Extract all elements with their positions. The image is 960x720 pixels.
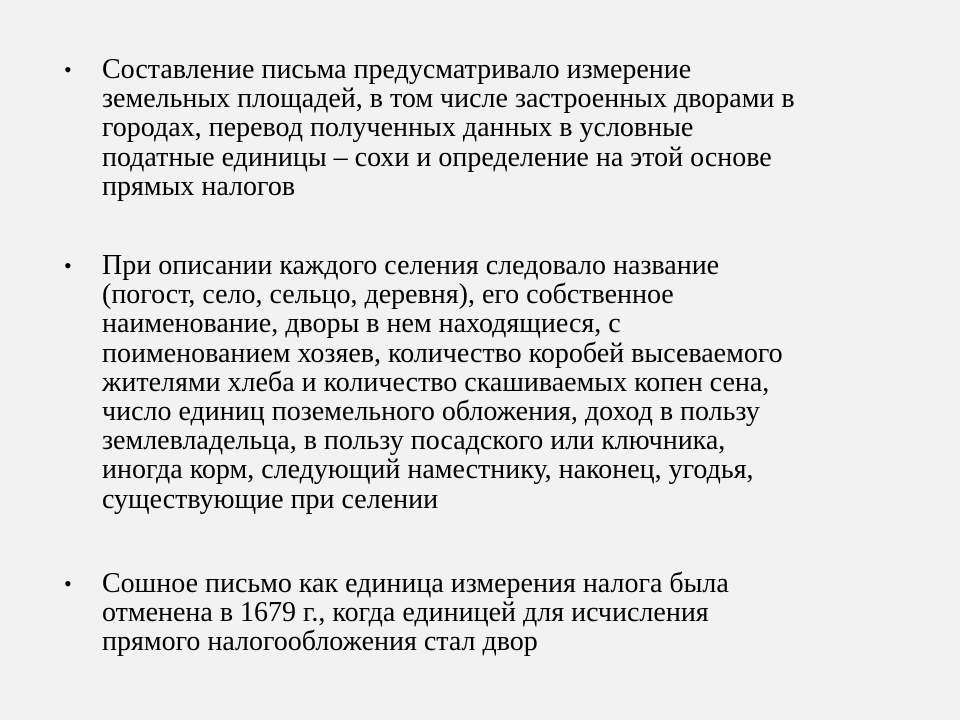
bullet-point-icon: • xyxy=(64,57,72,82)
bullet-point-icon: • xyxy=(64,571,72,596)
bullet-text-2: При описании каждого селения следовало название (погост, село, сельцо, деревня), его собственное наименование, дворы в нем находящиеся, с поименованием хозяев, количество коробей высеваемого жителями хлеба и количество скашиваемых копен сена, число единиц поземельного обложения, доход в пользу землевладельца, в пользу посадского или ключника, иногда корм, следующий наместнику, наконец, угодья, существующие при селении xyxy=(102,250,783,515)
bullet-point-icon: • xyxy=(64,253,72,278)
bullet-text-3: Сошное письмо как единица измерения налога была отменена в 1679 г., когда единицей для исчисления прямого налогообложения стал двор xyxy=(102,568,729,658)
bullet-text-1: Составление письма предусматривало измерение земельных площадей, в том числе застроенных дворами в городах, перевод полученных данных в условные податные единицы – сохи и определение на этой основе прямых налогов xyxy=(102,54,795,202)
